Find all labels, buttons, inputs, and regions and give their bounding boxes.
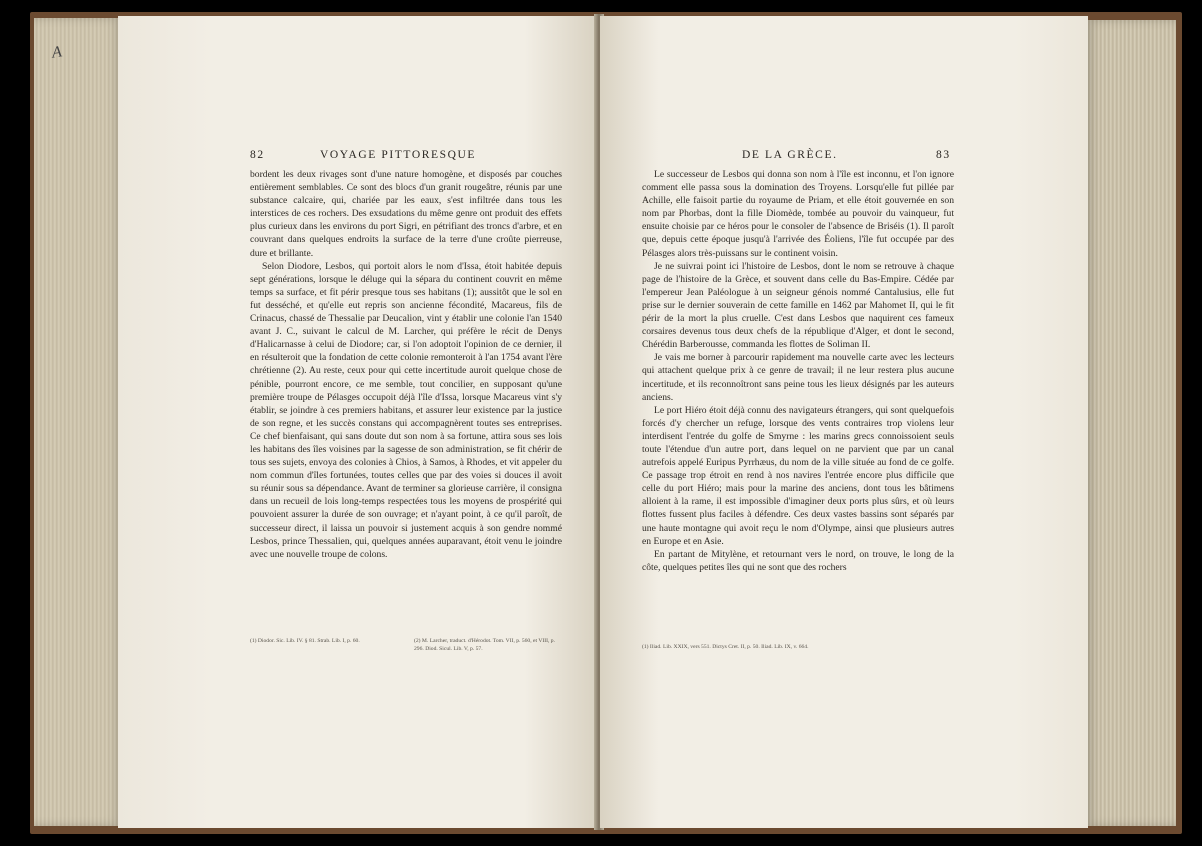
left-paragraph-1: bordent les deux rivages sont d'une nature homogène, et disposés par couches entièrement semblables. Ce sont des blocs d'un granit rougeâtre, réunis par une substance calcaire, qui, chariée par les eaux, s'est infiltrée dans tous les interstices de ces rochers. Des exsudations du même genre ont produit des effets plus curieux dans les environs du port Sigri, en pétrifiant des troncs d'arbre, et en couvrant dans quelques endroits la surface de la terre d'une croûte pierreuse, dure et brillante. bbox=[250, 169, 562, 259]
right-body bbox=[642, 168, 954, 574]
left-page bbox=[118, 16, 596, 828]
right-paragraph-5: En partant de Mitylène, et retournant vers le nord, on trouve, le long de la côte, quelques petites îles qui ne sont que des rochers bbox=[642, 548, 954, 573]
left-footnote-1: (1) Diodor. Sic. Lib. IV. § 81. Strab. Lib. I, p. 60. bbox=[250, 638, 360, 644]
right-paragraph-3: Je vais me borner à parcourir rapidement ma nouvelle carte avec les lecteurs qui attachent quelque prix à ce genre de travail; il ne leur restera plus aucune incertitude, et ils reconnoîtront sans peine tous les lieux désignés par les auteurs anciens. bbox=[642, 352, 954, 403]
right-page-edges bbox=[1086, 20, 1176, 826]
right-paragraph-4: Le port Hiéro étoit déjà connu des navigateurs étrangers, qui sont quelquefois forcés d'y chercher un refuge, lorsque des vents contraires trop violens leur interdisent l'entrée du golfe de Smyrne : les marins grecs connoissoient seuls toute l'étendue d'un autre port, dans lequel on ne parvient que par un canal autrefois appelé Euripus Pyrrhæus, du nom de la ville située au fond de ce golfe. Ce passage trop étroit en rend à nos navires l'entrée encore plus difficile que celle du port Hiéro; mais pour la marine des anciens, dont tous les bâtimens alloient à la rame, il est impossible d'imaginer deux ports plus sûrs, et où leurs flottes fussent plus faciles à défendre. Ces deux vastes bassins sont séparés par une haute montagne qui avoit reçu le nom d'Olympe, ainsi que plusieurs autres en Europe et en Asie. bbox=[642, 404, 954, 547]
left-body bbox=[250, 168, 562, 561]
pencil-mark: A bbox=[50, 43, 63, 62]
right-page bbox=[600, 16, 1088, 828]
left-paragraph-2: Selon Diodore, Lesbos, qui portoit alors le nom d'Issa, étoit habitée depuis sept générations, lorsque le déluge qui la sépara du continent couvrit en même temps sa surface, et fit périr presque tous ses habitans (1); aussitôt que le sol en fut desséché, et qu'elle eut repris son ancienne fécondité, Macareus, fils de Crinacus, chassé de Thessalie par Deucalion, vint y établir une colonie l'an 1540 avant J. C., suivant le calcul de M. Larcher, qui préfère le récit de Denys d'Halicarnasse à celui de Diodore; car, si l'on adoptoit l'opinion de ce dernier, il en résulteroit que la fondation de cette colonie remonteroit à l'an 1754 avant l'ère chrétienne (2). Au reste, ceux pour qui cette incertitude auroit quelque chose de pénible, pourront encore, ce me semble, tout concilier, en supposant qu'une première troupe de Pélasges occupoit déjà l'île d'Issa, lorsque Macareus vint s'y établir, se joindre à ces premiers habitans, et assurer leur existence par la justice de son regne, et les succès constans qui accompagnèrent toutes ses entreprises. Ce chef bienfaisant, qui sans doute dut son nom à sa fortune, attira sous ses lois les habitans des îles voisines par la sagesse de son administration, se fit chérir de tous ses sujets, envoya des colonies à Chios, à Samos, à Rhodes, et vit appeler du nom commun d'îles fortunées, toutes celles que par des voies si douces il avoit su réunir sous sa dépendance. Avant de terminer sa glorieuse carrière, il consigna dans un recueil de lois long-temps respectées tous les moyens de prospérité qui pouvoient assurer la durée de son ouvrage; et n'ayant point, à ce qu'il paroît, de successeur direct, il laissa un pouvoir si justement acquis à son gendre nommé Lesbos, prince Thessalien, qui, quelques années auparavant, étoit venu le joindre avec une nouvelle troupe de colons. bbox=[250, 260, 563, 560]
right-footnote-1: (1) Iliad. Lib. XXIX, vers 551. Dictys Cret. II, p. 50. Iliad. Lib. IX, v. 664. bbox=[642, 644, 809, 650]
right-paragraph-2: Je ne suivrai point ici l'histoire de Lesbos, dont le nom se retrouve à chaque page de l'histoire de la Grèce, et souvent dans celle du Bas-Empire. Cédée par l'empereur Jean Paléologue à un seigneur génois nommé Cantalusius, elle fut prise sur le dernier souverain de cette famille en 1462 par Mahomet II, qui le fit périr de la mort la plus cruelle. C'est dans Lesbos que naquirent ces fameux corsaires devenus tous deux chefs de la république d'Alger, et dont le second, Chérédin Barberousse, commanda les flottes de Soliman II. bbox=[642, 260, 954, 351]
left-page-number: 82 bbox=[250, 149, 265, 161]
left-running-head: VOYAGE PITTORESQUE bbox=[320, 149, 477, 161]
right-paragraph-1: Le successeur de Lesbos qui donna son nom à l'île est inconnu, et l'on ignore comment elle passa sous la domination des Troyens. Lorsqu'elle fut pillée par Achille, elle faisoit partie du royaume de Priam, et elle étoit gouvernée en son nom par Phorbas, dont la fille Diomède, tombée au pouvoir du vainqueur, fut ensuite choisie par ce héros pour le consoler de l'absence de Briséis (1). Il paroît que, depuis cette époque jusqu'à l'arrivée des Éoliens, l'île fut occupée par des Pélasges alors très-puissans sur le continent voisin. bbox=[642, 169, 954, 259]
right-running-head: DE LA GRÈCE. bbox=[742, 149, 838, 161]
right-page-number: 83 bbox=[936, 149, 951, 161]
left-page-edges bbox=[34, 18, 122, 826]
left-footnote-2: (2) M. Larcher, traduct. d'Hérodot. Tom. VII, p. 560, et VIII, p. 296. Diod. Sicul. Lib. V, p. 57. bbox=[414, 638, 555, 652]
